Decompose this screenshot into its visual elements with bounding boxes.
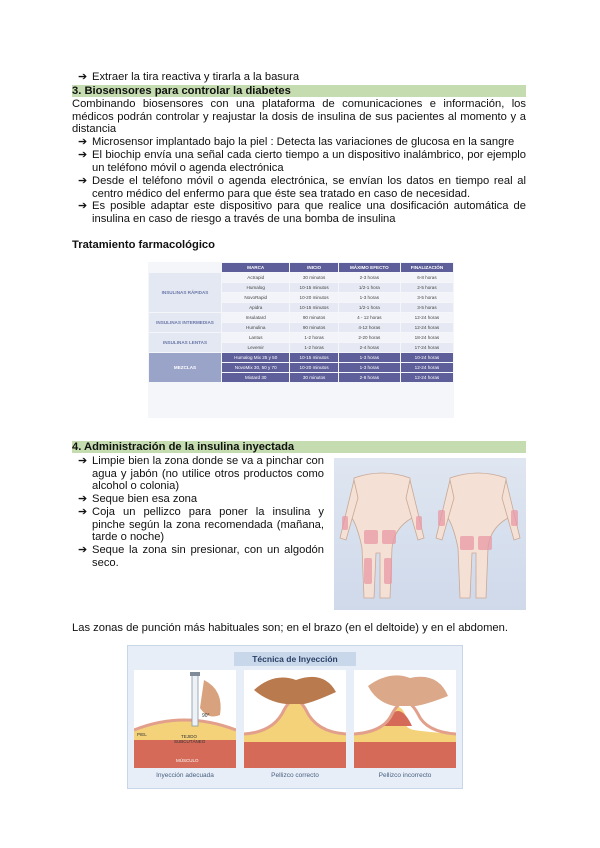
table-cell: Humalog Mix 25 y 50 bbox=[222, 353, 289, 362]
arrow-icon: ➔ bbox=[78, 506, 88, 518]
table-cell: Apidra bbox=[222, 303, 289, 312]
table-cell: 2-3 horas bbox=[339, 273, 400, 282]
section3-bullet bbox=[78, 136, 526, 149]
table-row bbox=[149, 353, 453, 362]
table-cell: 4 - 12 horas bbox=[339, 313, 400, 322]
section4-bullet bbox=[78, 455, 324, 493]
table-cell: 6-8 horas bbox=[401, 273, 453, 282]
tissue-label: MÚSCULO bbox=[176, 758, 199, 763]
tratamiento-title: Tratamiento farmacológico bbox=[72, 239, 215, 251]
table-cell: 17-24 horas bbox=[401, 343, 453, 352]
injection-technique-illustration bbox=[127, 645, 463, 789]
table-cell: 12-24 horas bbox=[401, 313, 453, 322]
table-group: INSULINAS RÁPIDAS bbox=[149, 273, 221, 312]
table-cell: 10-15 minutos bbox=[290, 283, 337, 292]
angle-label: 90° bbox=[202, 713, 210, 719]
panel-caption: Inyección adecuada bbox=[156, 772, 214, 779]
table-cell: Insulatard bbox=[222, 313, 289, 322]
table-cell: 2-20 horas bbox=[339, 333, 400, 342]
section3-bullet bbox=[78, 200, 526, 225]
table-cell: 90 minutos bbox=[290, 313, 337, 322]
section4-bullet bbox=[78, 493, 324, 506]
table-cell: 1-2 horas bbox=[290, 343, 337, 352]
table-cell: 1/2-1 hora bbox=[339, 283, 400, 292]
bullet-text: Coja un pellizco para poner la insulina y pinche según la zona recomendada (mañana, tarde o noche) bbox=[92, 506, 324, 544]
zones-text: Las zonas de punción más habituales son; en el brazo (en el deltoide) y en el abdomen. bbox=[72, 622, 508, 634]
bullet-text: Desde el teléfono móvil o agenda electrónica, se envían los datos en tiempo real al centro médico del enfermo para que éste sea tratado en caso de necesidad. bbox=[92, 175, 526, 200]
table-cell: 18-24 horas bbox=[401, 333, 453, 342]
correct-pinch-svg bbox=[244, 670, 346, 768]
table-cell: 10-15 minutos bbox=[290, 353, 337, 362]
table-cell: 3-5 horas bbox=[401, 293, 453, 302]
table-cell: 3-5 horas bbox=[401, 303, 453, 312]
section3-heading: 3. Biosensores para controlar la diabetes bbox=[72, 85, 526, 97]
arrow-icon: ➔ bbox=[78, 544, 88, 556]
arrow-icon: ➔ bbox=[78, 200, 88, 212]
injection-zones-illustration bbox=[334, 458, 526, 610]
table-cell: 12-24 horas bbox=[401, 373, 453, 382]
tissue-label: TEJIDO SUBCUTÁNEO bbox=[174, 734, 206, 744]
table-cell: 1/2-1 hora bbox=[339, 303, 400, 312]
table-cell: NovoMix 30, 50 y 70 bbox=[222, 363, 289, 372]
table-cell: 1-2 horas bbox=[290, 333, 337, 342]
table-cell: 4-12 horas bbox=[339, 323, 400, 332]
table-cell: Humalog bbox=[222, 283, 289, 292]
arrow-icon: ➔ bbox=[78, 136, 88, 148]
arrow-icon: ➔ bbox=[78, 455, 88, 467]
table-row bbox=[149, 273, 453, 282]
table-cell: 30 minutos bbox=[290, 273, 337, 282]
arrow-icon: ➔ bbox=[78, 149, 88, 161]
panel-caption: Pellizco incorrecto bbox=[378, 772, 432, 779]
technique-title: Técnica de Inyección bbox=[234, 652, 356, 666]
bullet-text: Microsensor implantado bajo la piel : Detecta las variaciones de glucosa en la sangre bbox=[92, 136, 515, 148]
body-figures-svg bbox=[334, 458, 526, 610]
table-cell: 2-4 horas bbox=[339, 343, 400, 352]
table-cell: Mixtard 30 bbox=[222, 373, 289, 382]
bullet-text: Es posible adaptar este dispositivo para que realice una dosificación automática de insulina en caso de riesgo a través de una bomba de insulina bbox=[92, 200, 526, 225]
table-row bbox=[149, 313, 453, 322]
table-cell: 10-15 minutos bbox=[290, 303, 337, 312]
arrow-icon: ➔ bbox=[78, 175, 88, 187]
bullet-text: Extraer la tira reactiva y tirarla a la basura bbox=[92, 71, 300, 83]
section4-bullet bbox=[78, 506, 324, 544]
table-group: INSULINAS INTERMEDIAS bbox=[149, 313, 221, 332]
arrow-icon: ➔ bbox=[78, 71, 88, 83]
table-cell: Lantus bbox=[222, 333, 289, 342]
table-header: FINALIZACIÓN bbox=[401, 263, 453, 272]
table-cell: 2-5 horas bbox=[401, 283, 453, 292]
arrow-icon: ➔ bbox=[78, 493, 88, 505]
bullet-text: Seque la zona sin presionar, con un algodón seco. bbox=[92, 544, 324, 569]
insulin-table bbox=[148, 262, 454, 383]
table-header: MÁXIMO EFECTO bbox=[339, 263, 400, 272]
bullet-text: El biochip envía una señal cada cierto tiempo a un dispositivo inalámbrico, por ejemplo un teléfono móvil o agenda electrónica bbox=[92, 149, 526, 174]
panel-correct-pinch bbox=[244, 670, 346, 768]
section3-bullet bbox=[78, 149, 526, 174]
section3-intro: Combinando biosensores con una plataforma de comunicaciones e información, los médicos podrán controlar y reajustar la dosis de insulina de sus pacientes al momento y a distancia bbox=[72, 98, 526, 136]
table-cell: Actrapid bbox=[222, 273, 289, 282]
table-cell: 10-20 minutos bbox=[290, 363, 337, 372]
table-cell: 1-3 horas bbox=[339, 363, 400, 372]
panel-adequate-injection bbox=[134, 670, 236, 768]
table-cell: 1-3 horas bbox=[339, 293, 400, 302]
table-row bbox=[149, 333, 453, 342]
table-cell: 10-24 horas bbox=[401, 353, 453, 362]
table-group: MEZCLAS bbox=[149, 353, 221, 382]
table-header: INICIO bbox=[290, 263, 337, 272]
table-cell: 90 minutos bbox=[290, 323, 337, 332]
tissue-label: PIEL bbox=[137, 732, 147, 737]
bullet-text: Seque bien esa zona bbox=[92, 493, 198, 505]
table-cell: 2-8 horas bbox=[339, 373, 400, 382]
section3-bullet bbox=[78, 175, 526, 200]
table-cell: 10-20 minutos bbox=[290, 293, 337, 302]
table-group: INSULINAS LENTAS bbox=[149, 333, 221, 352]
table-cell: Levemir bbox=[222, 343, 289, 352]
section4-heading: 4. Administración de la insulina inyectada bbox=[72, 441, 526, 453]
panel-caption: Pellizco correcto bbox=[271, 772, 319, 779]
panel-incorrect-pinch bbox=[354, 670, 456, 768]
bullet-text: Limpie bien la zona donde se va a pinchar con agua y jabón (no utilice otros productos como alcohol o colonia) bbox=[92, 455, 324, 493]
table-cell: 30 minutos bbox=[290, 373, 337, 382]
top-bullet bbox=[78, 71, 526, 84]
table-header: MARCA bbox=[222, 263, 289, 272]
section4-bullet bbox=[78, 544, 324, 569]
adequate-injection-svg bbox=[134, 670, 236, 768]
table-cell: 12-24 horas bbox=[401, 363, 453, 372]
insulin-table-image bbox=[148, 262, 454, 418]
table-cell: NovoRapid bbox=[222, 293, 289, 302]
table-cell: Humulina bbox=[222, 323, 289, 332]
incorrect-pinch-svg bbox=[354, 670, 456, 768]
table-cell: 1-3 horas bbox=[339, 353, 400, 362]
table-cell: 12-24 horas bbox=[401, 323, 453, 332]
